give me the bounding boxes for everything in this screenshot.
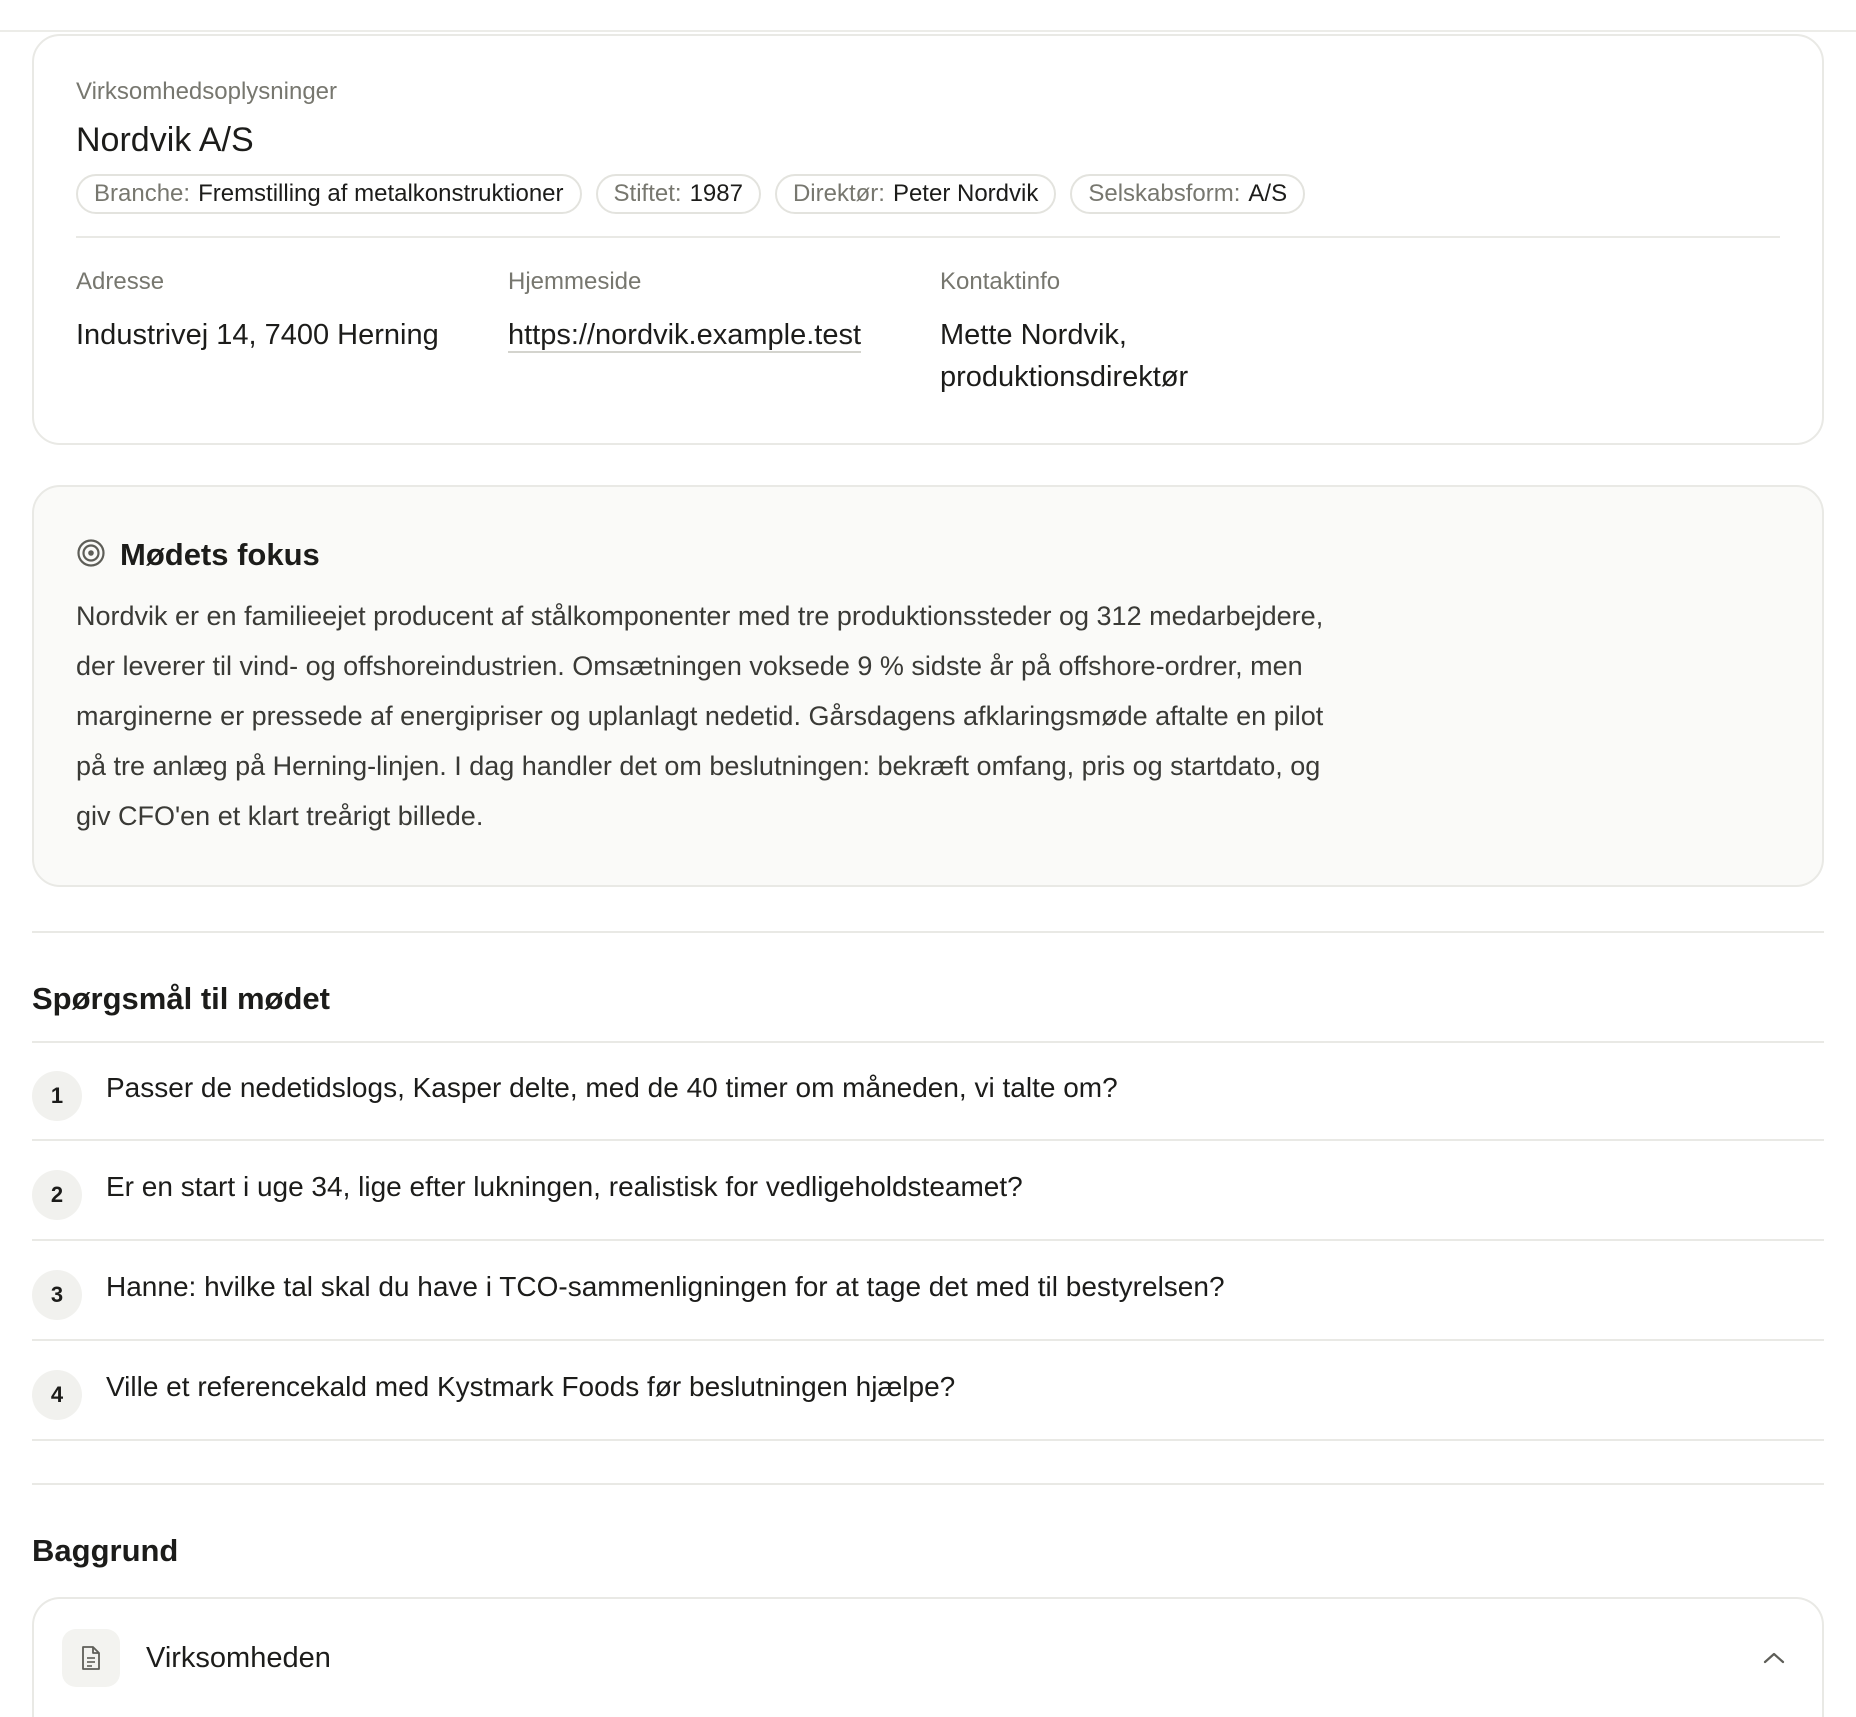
meeting-prep-page <box>32 34 1824 1717</box>
company-name: Nordvik A/S <box>76 121 254 159</box>
question-item <box>32 1041 1824 1141</box>
chevron-up-icon[interactable] <box>1754 1638 1794 1678</box>
question-number: 2 <box>32 1170 82 1220</box>
contact-field <box>940 268 1240 398</box>
chip-stiftet <box>596 174 761 214</box>
background-title: Baggrund <box>32 1533 179 1568</box>
chip-label: Direktør: <box>792 180 885 207</box>
website-label: Hjemmeside <box>508 268 642 295</box>
question-item <box>32 1141 1824 1241</box>
focus-title: Mødets fokus <box>120 537 320 572</box>
target-icon <box>76 538 106 573</box>
website-link[interactable]: https://nordvik.example.test <box>508 319 861 351</box>
company-info-grid <box>76 268 1780 398</box>
top-divider <box>0 0 1856 32</box>
company-card-eyebrow: Virksomhedsoplysninger <box>76 78 338 105</box>
address-field <box>76 268 508 398</box>
questions-title: Spørgsmål til mødet <box>32 981 330 1016</box>
contact-label: Kontaktinfo <box>940 268 1061 295</box>
focus-header <box>76 537 1780 573</box>
contact-value: Mette Nordvik, produktionsdirektør <box>940 319 1189 393</box>
chip-selskabsform <box>1070 174 1305 214</box>
question-text: Er en start i uge 34, lige efter lukningen, realistisk for vedligeholdsteamet? <box>106 1171 1023 1202</box>
chip-value: 1987 <box>689 180 743 207</box>
chip-branche <box>76 174 582 214</box>
section-divider <box>32 1483 1824 1485</box>
meeting-focus-card <box>32 485 1824 887</box>
website-field <box>508 268 940 398</box>
document-icon <box>62 1629 120 1687</box>
questions-list <box>32 1041 1824 1441</box>
company-info-card <box>32 34 1824 445</box>
question-item <box>32 1341 1824 1441</box>
company-chips <box>76 174 1780 214</box>
company-card-divider <box>76 236 1780 238</box>
question-text: Ville et referencekald med Kystmark Foods før beslutningen hjælpe? <box>106 1371 956 1402</box>
focus-body: Nordvik er en familieejet producent af stålkomponenter med tre produktionssteder og 312 medarbejdere, der leverer til vind- og offshoreindustrien. Omsætningen voksede 9 % sidste år på offshore-ordrer, men marginerne er pressede af energipriser og uplanlagt nedetid. Gårsdagens afklaringsmøde aftalte en pilot på tre anlæg på Herning-linjen. I dag handler det om beslutningen: bekræft omfang, pris og startdato, og giv CFO'en et klart treårigt billede. <box>76 601 1324 831</box>
address-label: Adresse <box>76 268 165 295</box>
website-value <box>508 314 940 356</box>
question-item <box>32 1241 1824 1341</box>
question-number: 4 <box>32 1370 82 1420</box>
address-value: Industrivej 14, 7400 Herning <box>76 319 439 351</box>
question-number: 3 <box>32 1270 82 1320</box>
chip-label: Stiftet: <box>613 180 682 207</box>
accordion-title: Virksomheden <box>146 1641 331 1674</box>
question-number: 1 <box>32 1071 82 1121</box>
chip-value: Peter Nordvik <box>892 180 1039 207</box>
chip-direktor <box>775 174 1056 214</box>
section-divider <box>32 931 1824 933</box>
chip-label: Branche: <box>94 180 191 207</box>
accordion-virksomheden[interactable] <box>32 1597 1824 1717</box>
chip-label: Selskabsform: <box>1088 180 1241 207</box>
chip-value: Fremstilling af metalkonstruktioner <box>198 180 564 207</box>
chip-value: A/S <box>1248 180 1288 207</box>
question-text: Passer de nedetidslogs, Kasper delte, med de 40 timer om måneden, vi talte om? <box>106 1072 1118 1103</box>
question-text: Hanne: hvilke tal skal du have i TCO-sammenligningen for at tage det med til bestyrelsen? <box>106 1271 1225 1302</box>
